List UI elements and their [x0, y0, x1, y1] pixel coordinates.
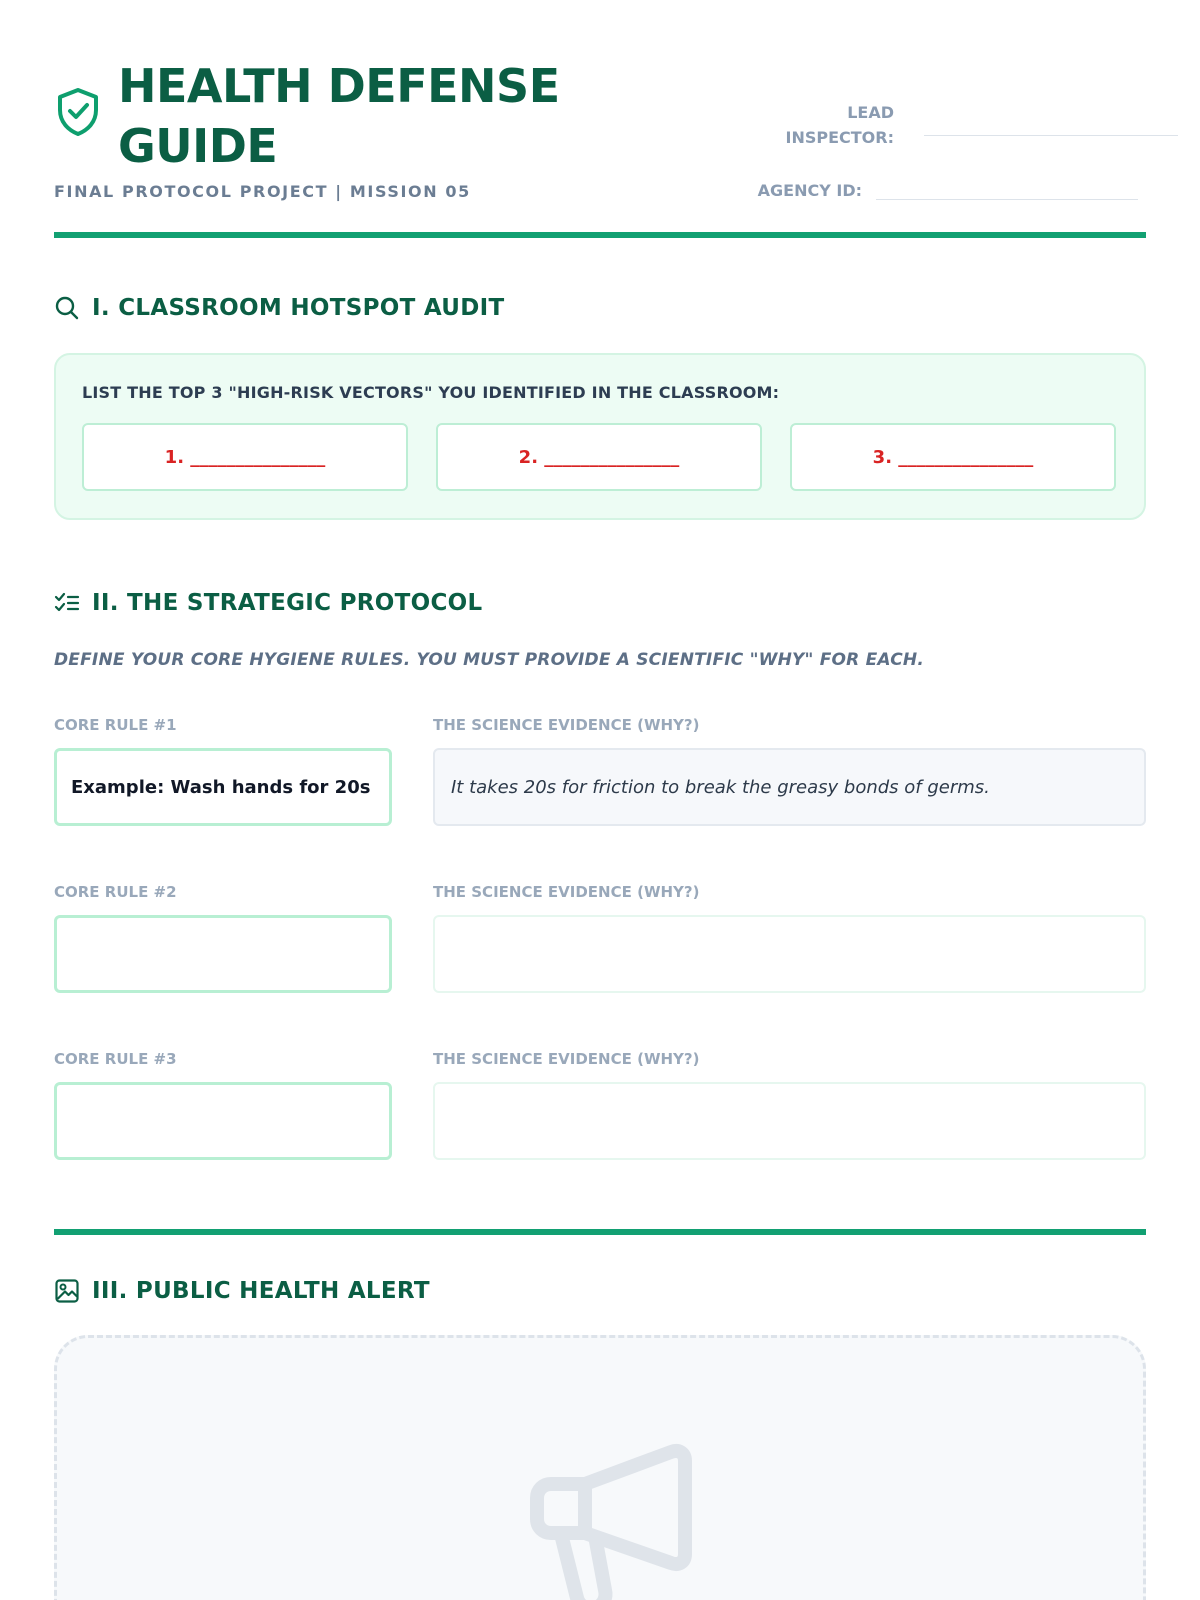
title-block — [54, 56, 588, 176]
header — [54, 0, 1146, 240]
vector-input-3[interactable]: 3. _______________ — [790, 423, 1116, 491]
core-rule-3-input[interactable] — [54, 1082, 392, 1160]
image-icon — [54, 1278, 80, 1304]
section-1-title: I. CLASSROOM HOTSPOT AUDIT — [92, 295, 505, 321]
science-evidence-2-input[interactable] — [433, 915, 1146, 993]
checklist-icon — [54, 590, 80, 616]
vector-input-2[interactable]: 2. _______________ — [436, 423, 762, 491]
page-subtitle: FINAL PROTOCOL PROJECT | MISSION 05 — [54, 182, 471, 201]
section-3-title: III. PUBLIC HEALTH ALERT — [92, 1278, 430, 1304]
public-health-alert-dropzone[interactable] — [54, 1335, 1146, 1600]
hotspot-audit-box — [54, 353, 1146, 520]
search-icon — [54, 295, 80, 321]
section-1-heading — [54, 295, 505, 321]
megaphone-icon — [513, 1438, 703, 1600]
protocol-instructions: DEFINE YOUR CORE HYGIENE RULES. YOU MUST PROVIDE A SCIENTIFIC "WHY" FOR EACH. — [54, 650, 924, 670]
vector-input-1[interactable]: 1. _______________ — [82, 423, 408, 491]
science-evidence-1-label: THE SCIENCE EVIDENCE (WHY?) — [433, 716, 700, 734]
core-rule-2-input[interactable] — [54, 915, 392, 993]
section-2-heading — [54, 590, 482, 616]
lead-inspector-label: LEAD INSPECTOR: — [785, 103, 894, 147]
section-divider — [54, 1229, 1146, 1235]
agency-id-field[interactable] — [876, 199, 1138, 200]
lead-inspector-field[interactable] — [924, 135, 1178, 136]
science-evidence-2-label: THE SCIENCE EVIDENCE (WHY?) — [433, 883, 700, 901]
science-evidence-3-label: THE SCIENCE EVIDENCE (WHY?) — [433, 1050, 700, 1068]
core-rule-1-label: CORE RULE #1 — [54, 716, 177, 734]
section-2-title: II. THE STRATEGIC PROTOCOL — [92, 590, 483, 616]
core-rule-2-label: CORE RULE #2 — [54, 883, 177, 901]
section-3-heading — [54, 1278, 430, 1304]
header-divider — [54, 232, 1146, 238]
science-evidence-1-input[interactable]: It takes 20s for friction to break the greasy bonds of germs. — [433, 748, 1146, 826]
audit-prompt: LIST THE TOP 3 "HIGH-RISK VECTORS" YOU IDENTIFIED IN THE CLASSROOM: — [82, 383, 780, 402]
page-title: HEALTH DEFENSE GUIDE — [118, 59, 560, 173]
core-rule-3-label: CORE RULE #3 — [54, 1050, 177, 1068]
science-evidence-3-input[interactable] — [433, 1082, 1146, 1160]
shield-check-icon — [54, 86, 102, 138]
agency-id-label: AGENCY ID: — [757, 181, 862, 200]
core-rule-1-input[interactable]: Example: Wash hands for 20s — [54, 748, 392, 826]
